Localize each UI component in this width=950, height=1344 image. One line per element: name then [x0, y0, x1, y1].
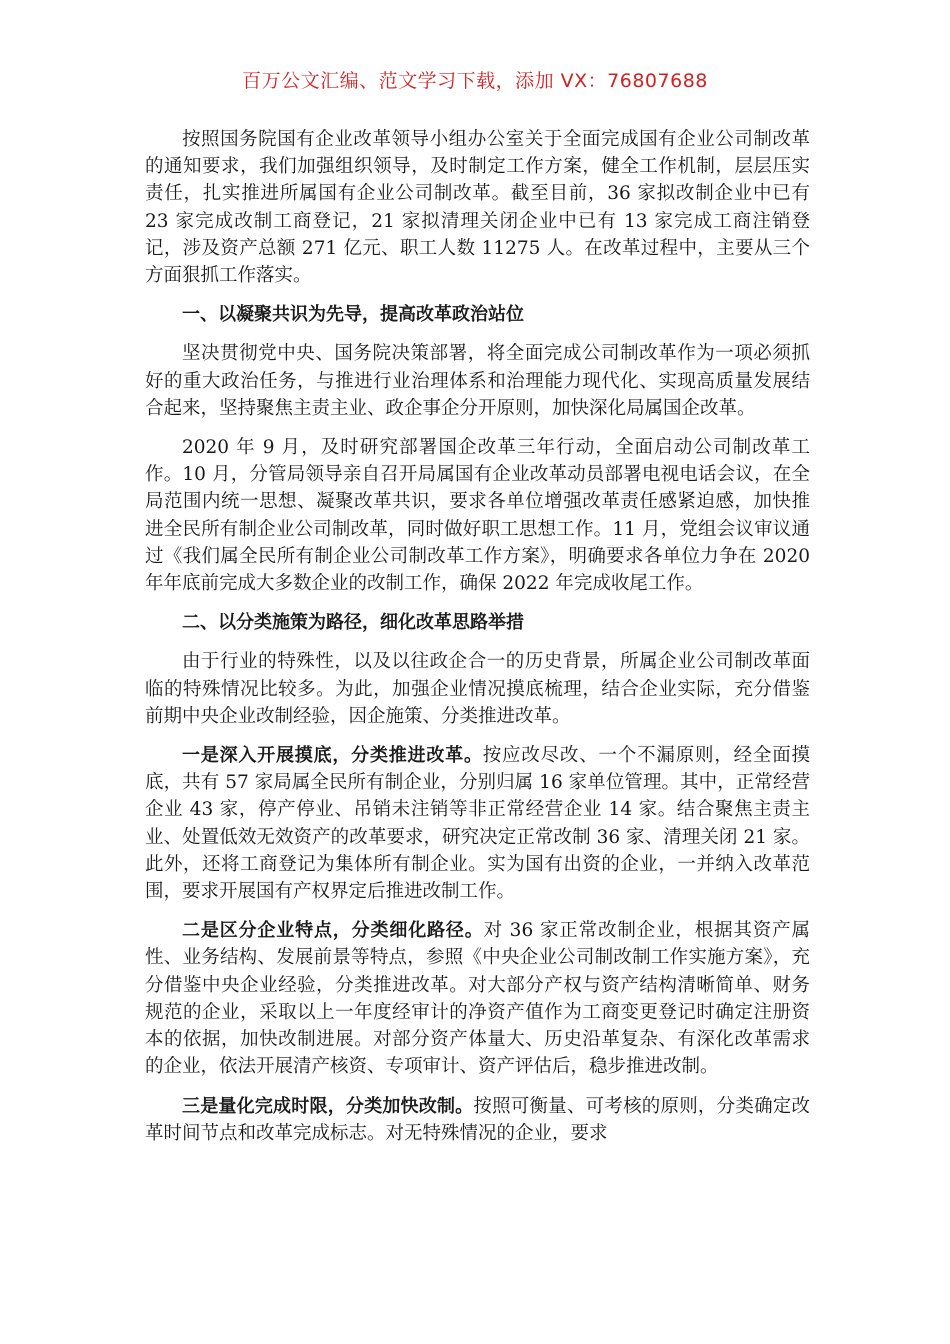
section-1-paragraph-2: 2020 年 9 月，及时研究部署国企改革三年行动，全面启动公司制改革工作。10 月，分管局领导亲自召开局属国有企业改革动员部署电视电话会议，在全局范围内统一思想、凝聚改革共识，要求各单位增强改革责任感紧迫感，加快推进全民所有制企业公司制改革，同时做好职工思想工作。11 月，党组会议审议通过《我们属全民所有制企业公司制改革工作方案》，明确要求各单位力争在 2020 年年底前完成大多数企业的改制工作，确保 2022 年完成收尾工作。: [145, 437, 810, 595]
section-2-item-1: [145, 742, 810, 905]
item-3-lead: 三是量化完成时限，分类加快改制。: [182, 1095, 474, 1117]
download-banner: 百万公文汇编、范文学习下载，添加 VX：76807688: [242, 70, 708, 92]
item-3-text: 按照可衡量、可考核的原则，分类确定改革时间节点和改革完成标志。对无特殊情况的企业，要求: [145, 1095, 810, 1144]
item-1-lead: 一是深入开展摸底，分类推进改革。: [182, 745, 483, 767]
section-2-paragraph-1: 由于行业的特殊性，以及以往政企合一的历史背景，所属企业公司制改革面临的特殊情况比较多。为此，加强企业情况摸底梳理，结合企业实际，充分借鉴前期中央企业改制经验，因企施策、分类推进改革。: [145, 651, 810, 727]
item-2-lead: 二是区分企业特点，分类细化路径。: [182, 920, 484, 942]
item-1-text: 按应改尽改、一个不漏原则，经全面摸底，共有 57 家局属全民所有制企业，分别归属 16 家单位管理。其中，正常经营企业 43 家，停产停业、吊销未注销等非正常经营企业 14 家。结合聚焦主责主业、处置低效无效资产的改革要求，研究决定正常改制 36 家、清理关闭 21 家。此外，还将工商登记为集体所有制企业。实为国有出资的企业，一并纳入改革范围，要求开展国有产权界定后推进改制工作。: [145, 745, 810, 903]
document-body: [145, 126, 810, 1159]
item-2-text: 对 36 家正常改制企业，根据其资产属性、业务结构、发展前景等特点，参照《中央企业公司制改制工作实施方案》，充分借鉴中央企业经验，分类推进改革。对大部分产权与资产结构清晰简单、财务规范的企业，采取以上一年度经审计的净资产值作为工商变更登记时确定注册资本的依据，加快改制进展。对部分资产体量大、历史沿革复杂、有深化改革需求的企业，依法开展清产核资、专项审计、资产评估后，稳步推进改制。: [145, 920, 810, 1078]
section-1-heading: 一、以凝聚共识为先导，提高改革政治站位: [182, 304, 524, 326]
section-2-item-2: [145, 917, 810, 1080]
section-2-item-3: [145, 1093, 810, 1147]
section-2-heading: 二、以分类施策为路径，细化改革思路举措: [182, 612, 524, 634]
intro-paragraph: 按照国务院国有企业改革领导小组办公室关于全面完成国有企业公司制改革的通知要求，我们加强组织领导，及时制定工作方案，健全工作机制，层层压实责任，扎实推进所属国有企业公司制改革。截至目前，36 家拟改制企业中已有 23 家完成改制工商登记，21 家拟清理关闭企业中已有 13 家完成工商注销登记，涉及资产总额 271 亿元、职工人数 11275 人。在改革过程中，主要从三个方面狠抓工作落实。: [145, 129, 810, 287]
section-1-paragraph-1: 坚决贯彻党中央、国务院决策部署，将全面完成公司制改革作为一项必须抓好的重大政治任务，与推进行业治理体系和治理能力现代化、实现高质量发展结合起来，坚持聚焦主责主业、政企事企分开原则，加快深化局属国企改革。: [145, 343, 810, 419]
